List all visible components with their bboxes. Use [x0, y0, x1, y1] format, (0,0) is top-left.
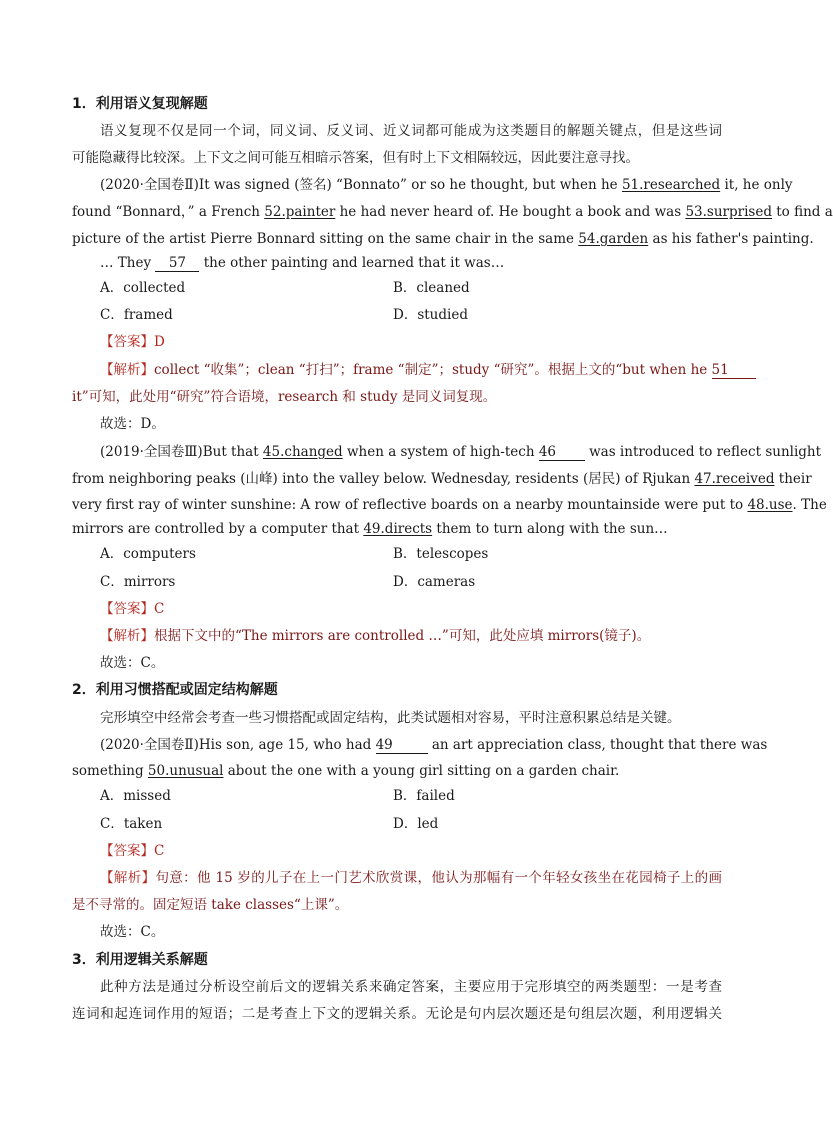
q1-underlined-52: 52.painter [264, 204, 336, 220]
q2-blank-46: 46 [539, 444, 585, 461]
section-3-title: 3．利用逻辑关系解题 [72, 952, 208, 968]
q3-answer: 【答案】C [100, 843, 165, 859]
q2-underlined-48: 48.use [747, 497, 793, 513]
q2-option-b: B．telescopes [393, 546, 489, 562]
q3-explanation-line-2: 是不寻常的。固定短语 take classes“上课”。 [72, 897, 349, 913]
q2-passage-line-4: mirrors are controlled by a computer that 49.directs them to turn along with the sun… [72, 521, 668, 537]
q1-blank-57: 57 [155, 255, 199, 272]
q2-passage-line-2: from neighboring peaks (山峰) into the valley below. Wednesday, residents (居民) of Rjukan 47.received their [72, 471, 812, 487]
q1-underlined-51: 51.researched [621, 177, 721, 193]
q3-choose: 故选：C。 [100, 924, 165, 940]
q2-option-d: D．cameras [393, 574, 476, 590]
q2-underlined-49: 49.directs [363, 521, 433, 537]
q2-choose: 故选：C。 [100, 655, 165, 671]
q1-option-b: B．cleaned [393, 280, 470, 296]
q2-explanation: 【解析】根据下文中的“The mirrors are controlled …”可知，此处应填 mirrors(镜子)。 [100, 628, 651, 644]
q1-exp-blank-51: 51 [712, 362, 756, 379]
q2-underlined-47: 47.received [694, 471, 775, 487]
section-1-intro-line-1: 语义复现不仅是同一个词，同义词、反义词、近义词都可能成为这类题目的解题关键点，但是这些词 [100, 123, 722, 139]
q3-explanation-line-1: 【解析】句意：他 15 岁的儿子在上一门艺术欣赏课，他认为那幅有一个年轻女孩坐在花园椅子上的画 [100, 870, 723, 886]
q1-explanation-line-1: 【解析】collect “收集”；clean “打扫”；frame “制定”；study “研究”。根据上文的“but when he 51 [100, 360, 722, 380]
q1-option-c: C．framed [100, 307, 173, 323]
q3-blank-49: 49 [376, 737, 428, 754]
q1-choose: 故选：D。 [100, 416, 165, 432]
q2-passage-line-1: (2019·全国卷Ⅲ)But that 45.changed when a system of high-tech 46 was introduced to reflect sunlight [100, 444, 822, 460]
q1-explanation-line-2: it”可知，此处用“研究”符合语境，research 和 study 是同义词复现。 [72, 389, 497, 405]
q1-option-d: D．studied [393, 307, 468, 323]
q1-underlined-53: 53.surprised [685, 204, 772, 220]
q2-passage-line-3: very first ray of winter sunshine: A row of reflective boards on a nearby mountainside were put to 48.use. The [72, 497, 827, 513]
section-2-title: 2．利用习惯搭配或固定结构解题 [72, 682, 278, 698]
q1-passage-line-3: picture of the artist Pierre Bonnard sitting on the same chair in the same 54.garden as his father's painting. [72, 231, 814, 247]
q1-answer: 【答案】D [100, 334, 165, 350]
section-1-title: 1．利用语义复现解题 [72, 96, 208, 112]
section-1-intro-line-2: 可能隐藏得比较深。上下文之间可能互相暗示答案，但有时上下文相隔较远，因此要注意寻找。 [72, 150, 639, 166]
section-3-intro-line-2: 连词和起连词作用的短语；二是考查上下文的逻辑关系。无论是句内层次题还是句组层次题，利用逻辑关 [72, 1006, 722, 1022]
q3-underlined-50: 50.unusual [147, 763, 224, 779]
q3-option-d: D．led [393, 816, 439, 832]
q2-option-c: C．mirrors [100, 574, 176, 590]
section-2-intro: 完形填空中经常会考查一些习惯搭配或固定结构，此类试题相对容易，平时注意积累总结是关键。 [100, 710, 681, 726]
section-3-intro-line-1: 此种方法是通过分析设空前后文的逻辑关系来确定答案，主要应用于完形填空的两类题型：一是考查 [100, 979, 722, 995]
q1-underlined-54: 54.garden [578, 231, 649, 247]
q1-option-a: A．collected [100, 280, 186, 296]
q1-passage-line-2: found “Bonnard，” a French 52.painter he had never heard of. He bought a book and was 53.surprised to find a [72, 204, 833, 220]
q3-passage-line-2: something 50.unusual about the one with a young girl sitting on a garden chair. [72, 763, 620, 779]
q1-passage-line-1: (2020·全国卷Ⅱ)It was signed (签名) “Bonnato” or so he thought, but when he 51.researched it, he only [100, 177, 793, 193]
q3-option-c: C．taken [100, 816, 163, 832]
q3-option-a: A．missed [100, 788, 171, 804]
q2-underlined-45: 45.changed [262, 444, 343, 460]
q1-passage-line-4: … They 57 the other painting and learned that it was… [100, 255, 505, 271]
q2-option-a: A．computers [100, 546, 196, 562]
q2-answer: 【答案】C [100, 601, 165, 617]
q3-option-b: B．failed [393, 788, 455, 804]
q3-passage-line-1: (2020·全国卷Ⅱ)His son, age 15, who had 49 an art appreciation class, thought that there was [100, 737, 768, 753]
